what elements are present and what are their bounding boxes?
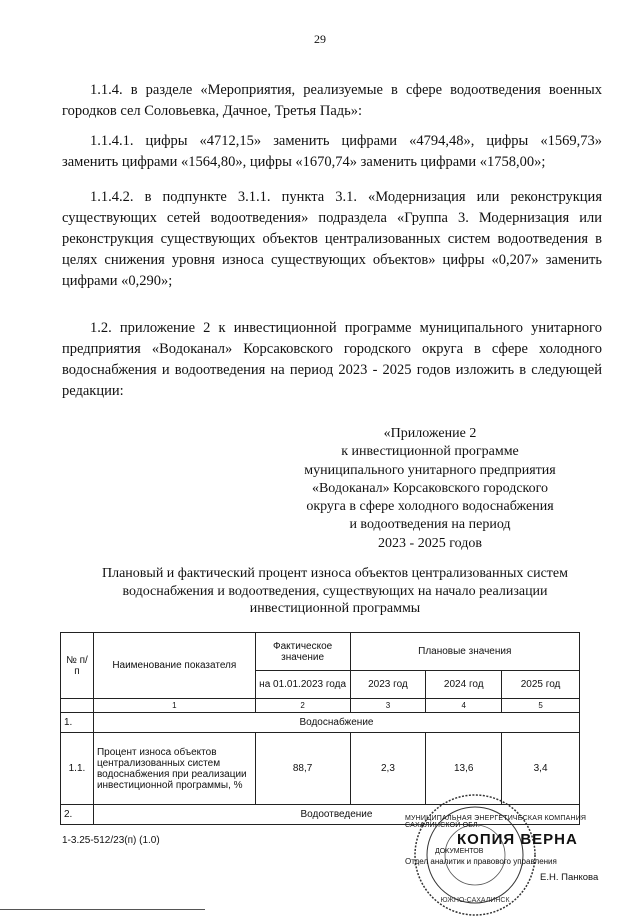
appendix-line: 2023 - 2025 годов: [378, 535, 482, 551]
document-code: 1-3.25-512/23(п) (1.0): [62, 835, 160, 846]
appendix-line: к инвестиционной программе: [341, 444, 519, 460]
header-planned-values: Плановые значения: [350, 633, 579, 671]
stamp-title: КОПИЯ ВЕРНА: [457, 831, 578, 848]
paragraph-text: 1.2. приложение 2 к инвестиционной программе муниципального унитарного предприятия «Водоканал» Корсаковского городского округа в сфере холодного водоснабжения и водоотведения на период 2023 - 2025 годов изложить в следующей редакции:: [62, 320, 602, 399]
header-year-2023: 2023 год: [350, 671, 426, 699]
appendix-line: и водоотведения на период: [349, 517, 511, 533]
header-year-2025: 2025 год: [502, 671, 580, 699]
section-title-water-supply: Водоснабжение: [93, 713, 579, 733]
paragraph-text: 1.1.4.2. в подпункте 3.1.1. пункта 3.1. «Модернизация или реконструкция существующих сетей водоотведения» подраздела «Группа 3. Модернизация или реконструкция существующих объектов централизованных систем водоотведения в целях снижения уровня износа существующих объектов» цифры «0,207» заменить цифрами «0,290»;: [62, 189, 602, 289]
header-indicator-name: Наименование показателя: [93, 633, 255, 699]
stamp-signer: Е.Н. Панкова: [540, 872, 599, 883]
paragraph-1-2: [62, 318, 602, 402]
column-number: 2: [255, 699, 350, 713]
row-indicator-name: Процент износа объектов централизованных систем водоснабжения при реализации инвестиционной программы, %: [93, 733, 255, 805]
stamp-subtitle: ДОКУМЕНТОВ: [435, 848, 484, 855]
column-number: 1: [93, 699, 255, 713]
section-number: 2.: [61, 805, 94, 825]
paragraph-1-1-4: [62, 80, 602, 122]
row-number: 1.1.: [61, 733, 94, 805]
column-number-blank: [61, 699, 94, 713]
paragraph-text: 1.1.4.1. цифры «4712,15» заменить цифрами «4794,48», цифры «1569,73» заменить цифрами «1564,80», цифры «1670,74» заменить цифрами «1758,00»;: [62, 133, 602, 170]
column-number: 3: [350, 699, 426, 713]
section-number: 1.: [61, 713, 94, 733]
stamp-role: Отдел аналитик и правового управления: [405, 857, 557, 866]
row-value-2023: 2,3: [350, 733, 426, 805]
appendix-line: округа в сфере холодного водоснабжения: [306, 499, 554, 515]
header-number: № п/п: [61, 633, 94, 699]
row-value-2024: 13,6: [426, 733, 502, 805]
paragraph-1-1-4-2: [62, 187, 602, 292]
paragraph-1-1-4-1: [62, 131, 602, 173]
appendix-line: «Водоканал» Корсаковского городского: [311, 480, 549, 496]
stamp-organization: МУНИЦИПАЛЬНАЯ ЭНЕРГЕТИЧЕСКАЯ КОМПАНИЯ САХАЛИНСКОЙ ОБЛ.: [405, 815, 587, 829]
appendix-line: «Приложение 2: [383, 426, 477, 441]
section-title-wastewater: Водоотведение: [93, 805, 579, 825]
paragraph-text: 1.1.4. в разделе «Мероприятия, реализуемые в сфере водоотведения военных городков сел Соловьевка, Дачное, Третья Падь»:: [62, 82, 602, 119]
table-title: Плановый и фактический процент износа объектов централизованных систем водоснабжения и водоотведения, существующих на начало реализации инвестиционной программы: [102, 566, 568, 616]
header-year-2024: 2024 год: [426, 671, 502, 699]
copy-certification-stamp: [405, 815, 615, 883]
row-actual-value: 88,7: [255, 733, 350, 805]
column-number: 5: [502, 699, 580, 713]
appendix-line: муниципального унитарного предприятия: [304, 462, 556, 478]
column-number: 4: [426, 699, 502, 713]
appendix-header: [300, 425, 560, 553]
seal-city-text: ЮЖНО-САХАЛИНСК: [440, 897, 510, 904]
header-actual-value: Фактическое значение: [255, 633, 350, 671]
row-value-2025: 3,4: [502, 733, 580, 805]
page-number: 29: [314, 32, 326, 46]
bottom-rule: [0, 909, 205, 910]
header-actual-date: на 01.01.2023 года: [255, 671, 350, 699]
